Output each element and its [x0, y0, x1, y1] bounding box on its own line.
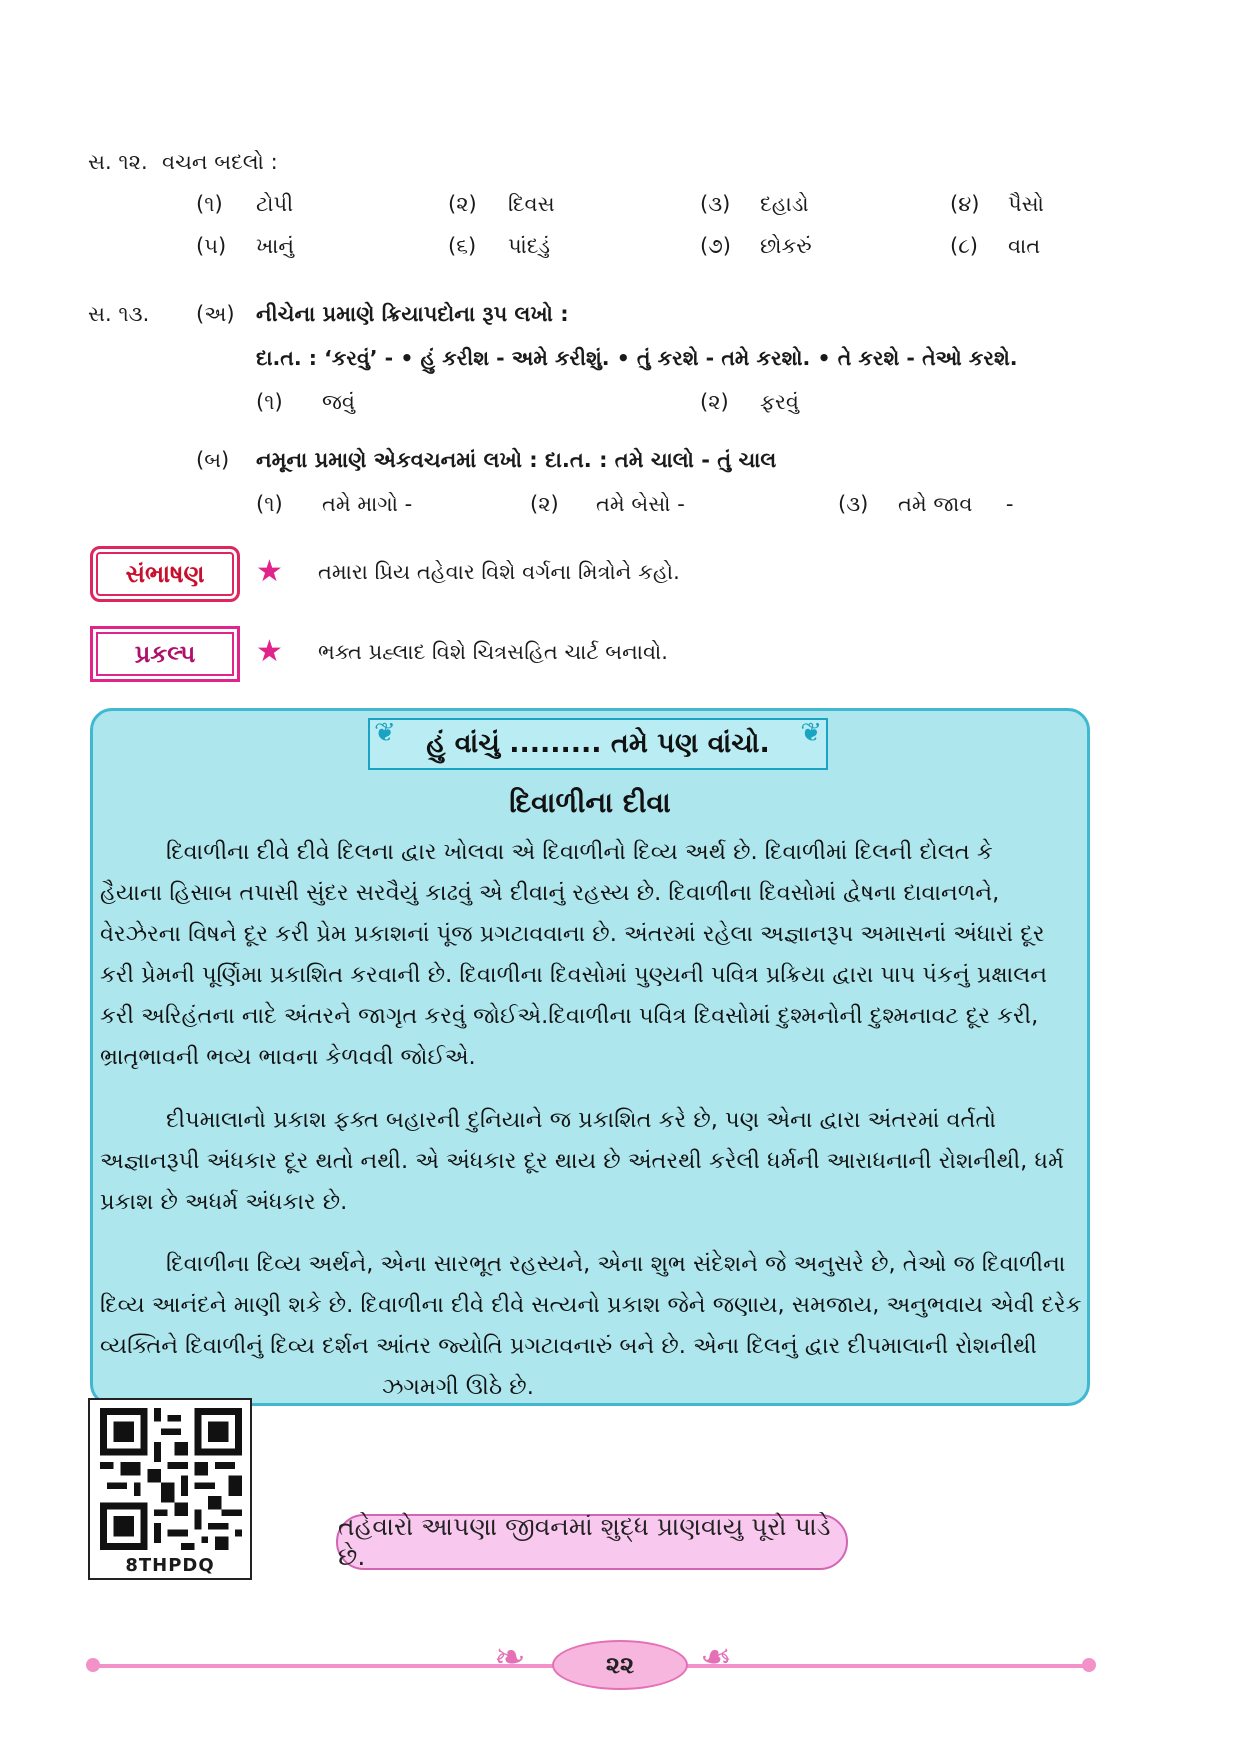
q12-item-number: (૨) — [448, 192, 477, 216]
story-line: પ્રકાશ છે અધર્મ અંધકાર છે. — [100, 1189, 348, 1215]
q13a-title: નીચેના પ્રમાણે ક્રિયાપદોના રૂપ લખો : — [256, 302, 569, 326]
q12-item-number: (૪) — [950, 192, 980, 216]
story-line: દિવાળીના દીવે દીવે દિલના દ્વાર ખોલવા એ દિવાળીનો દિવ્ય અર્થ છે. દિવાળીમાં દિલની દોલત કે — [166, 839, 993, 865]
q13a-example: દા.ત. : ‘કરવું’ - • હું કરીશ - અમે કરીશું. • તું કરશે - તમે કરશો. • તે કરશે - તેઓ કરશે. — [256, 346, 1018, 370]
q12-title: વચન બદલો : — [162, 150, 278, 174]
story-line: દીપમાલાનો પ્રકાશ ફક્ત બહારની દુનિયાને જ પ્રકાશિત કરે છે, પણ એના દ્વારા અંતરમાં વર્તતો — [166, 1107, 996, 1133]
curl-ornament-icon: ❦ — [374, 718, 396, 748]
swirl-ornament-icon: ❧ — [700, 1635, 732, 1679]
q13a-item-word: જવું — [322, 390, 355, 414]
motto-text: તહેવારો આપણા જીવનમાં શુદ્ધ પ્રાણવાયુ પૂરો પાડે છે. — [338, 1512, 831, 1571]
story-paragraph — [100, 1244, 1082, 1408]
q13b-item-number: (૨) — [530, 492, 559, 516]
story-line: હૈયાના હિસાબ તપાસી સુંદર સરવૈયું કાઢવું એ દીવાનું રહસ્ય છે. દિવાળીના દિવસોમાં દ્વેષના દાવાનળને, — [100, 880, 1000, 906]
q13b-item-number: (૩) — [838, 492, 869, 516]
story-line: કરી અરિહંતના નાદે અંતરને જાગૃત કરવું જોઈએ.દિવાળીના પવિત્ર દિવસોમાં દુશ્મનોની દુશ્મનાવટ દૂર કરી, — [100, 1003, 1039, 1029]
page-number — [552, 1640, 688, 1690]
story-line: ભ્રાતૃભાવની ભવ્ય ભાવના કેળવવી જોઈએ. — [100, 1044, 476, 1070]
q12-item-word: ખાનું — [256, 234, 295, 258]
q12-item-number: (૫) — [196, 234, 227, 258]
qr-code-icon — [100, 1408, 242, 1550]
motto-banner — [336, 1514, 848, 1570]
q12-item-number: (૭) — [700, 234, 731, 258]
q12-item-word: છોકરું — [760, 234, 812, 258]
q13a-label: (અ) — [196, 302, 235, 326]
story-line: દિવાળીના દિવ્ય અર્થને, એના સારભૂત રહસ્યને, એના શુભ સંદેશને જે અનુસરે છે, તેઓ જ દિવાળીના — [166, 1251, 1066, 1277]
page-number-text: ૨૨ — [605, 1651, 635, 1679]
q12-item-number: (૬) — [448, 234, 477, 258]
story-paragraph — [100, 1100, 1082, 1223]
q12-item-word: દિવસ — [508, 192, 555, 216]
story-line: વેરઝેરના વિષને દૂર કરી પ્રેમ પ્રકાશનાં પૂંજ પ્રગટાવવાના છે. અંતરમાં રહેલા અજ્ઞાનરૂપ અમાસનાં અંધારાં દૂર — [100, 921, 1045, 947]
q13a-item-number: (૨) — [700, 390, 729, 414]
story-paragraph — [100, 832, 1082, 1078]
q12-item-number: (૩) — [700, 192, 731, 216]
q13b-item-number: (૧) — [256, 492, 283, 516]
reading-header-text: હું વાંચું ......... તમે પણ વાંચો. — [426, 728, 770, 759]
story-title: દિવાળીના દીવા — [509, 786, 671, 819]
q13b-label: (બ) — [196, 448, 230, 472]
story-line: કરી પ્રેમની પૂર્ણિમા પ્રકાશિત કરવાની છે. દિવાળીના દિવસોમાં પુણ્યની પવિત્ર પ્રક્રિયા દ્વારા પાપ પંકનું પ્રક્ષાલન — [100, 962, 1047, 988]
project-text: ભક્ત પ્રહ્લાદ વિશે ચિત્રસહિત ચાર્ટ બનાવો. — [318, 640, 668, 664]
q12-number: સ. ૧૨. — [88, 150, 148, 174]
footer-dot-icon — [86, 1658, 100, 1672]
speaking-text: તમારા પ્રિય તહેવાર વિશે વર્ગના મિત્રોને કહો. — [318, 560, 680, 584]
star-icon: ★ — [256, 554, 283, 589]
q13b-item-word: તમે જાવ - — [898, 492, 1014, 516]
story-line: ઝગમગી ઊઠે છે. — [382, 1374, 534, 1400]
q12-item-word: ટોપી — [256, 192, 294, 216]
q12-item-word: દહાડો — [760, 192, 809, 216]
q13-number: સ. ૧૩. — [88, 302, 150, 326]
footer-dot-icon — [1082, 1658, 1096, 1672]
project-label: પ્રકલ્પ — [90, 626, 240, 682]
q13b-item-word: તમે માગો - — [322, 492, 413, 516]
q13a-item-word: ફરવું — [760, 390, 799, 414]
story-line: દિવ્ય આનંદને માણી શકે છે. દિવાળીના દીવે દીવે સત્યનો પ્રકાશ જેને જણાય, સમજાય, અનુભવાય એવી દરેક — [100, 1292, 1082, 1318]
q12-item-number: (૮) — [950, 234, 978, 258]
swirl-ornament-icon: ❧ — [494, 1635, 526, 1679]
star-icon: ★ — [256, 634, 283, 669]
q12-item-number: (૧) — [196, 192, 223, 216]
story-line: અજ્ઞાનરૂપી અંધકાર દૂર થતો નથી. એ અંધકાર દૂર થાય છે અંતરથી કરેલી ધર્મની આરાધનાની રોશનીથી, ધર્મ — [100, 1148, 1064, 1174]
q12-item-word: વાત — [1008, 234, 1041, 258]
story-line: વ્યક્તિને દિવાળીનું દિવ્ય દર્શન આંતર જ્યોતિ પ્રગટાવનારું બને છે. એના દિલનું દ્વાર દીપમાલાની રોશનીથી — [100, 1333, 1037, 1359]
reading-header — [368, 718, 828, 770]
q12-item-word: પાંદડું — [508, 234, 551, 258]
qr-code-box — [88, 1398, 252, 1580]
q12-item-word: પૈસો — [1008, 192, 1044, 216]
speaking-label: સંભાષણ — [90, 546, 240, 602]
q13b-title: નમૂના પ્રમાણે એકવચનમાં લખો : દા.ત. : તમે ચાલો - તું ચાલ — [256, 448, 777, 472]
q13a-item-number: (૧) — [256, 390, 283, 414]
q13b-item-word: તમે બેસો - — [596, 492, 685, 516]
qr-code-text: 8THPDQ — [125, 1555, 215, 1576]
curl-ornament-icon: ❦ — [800, 718, 822, 748]
